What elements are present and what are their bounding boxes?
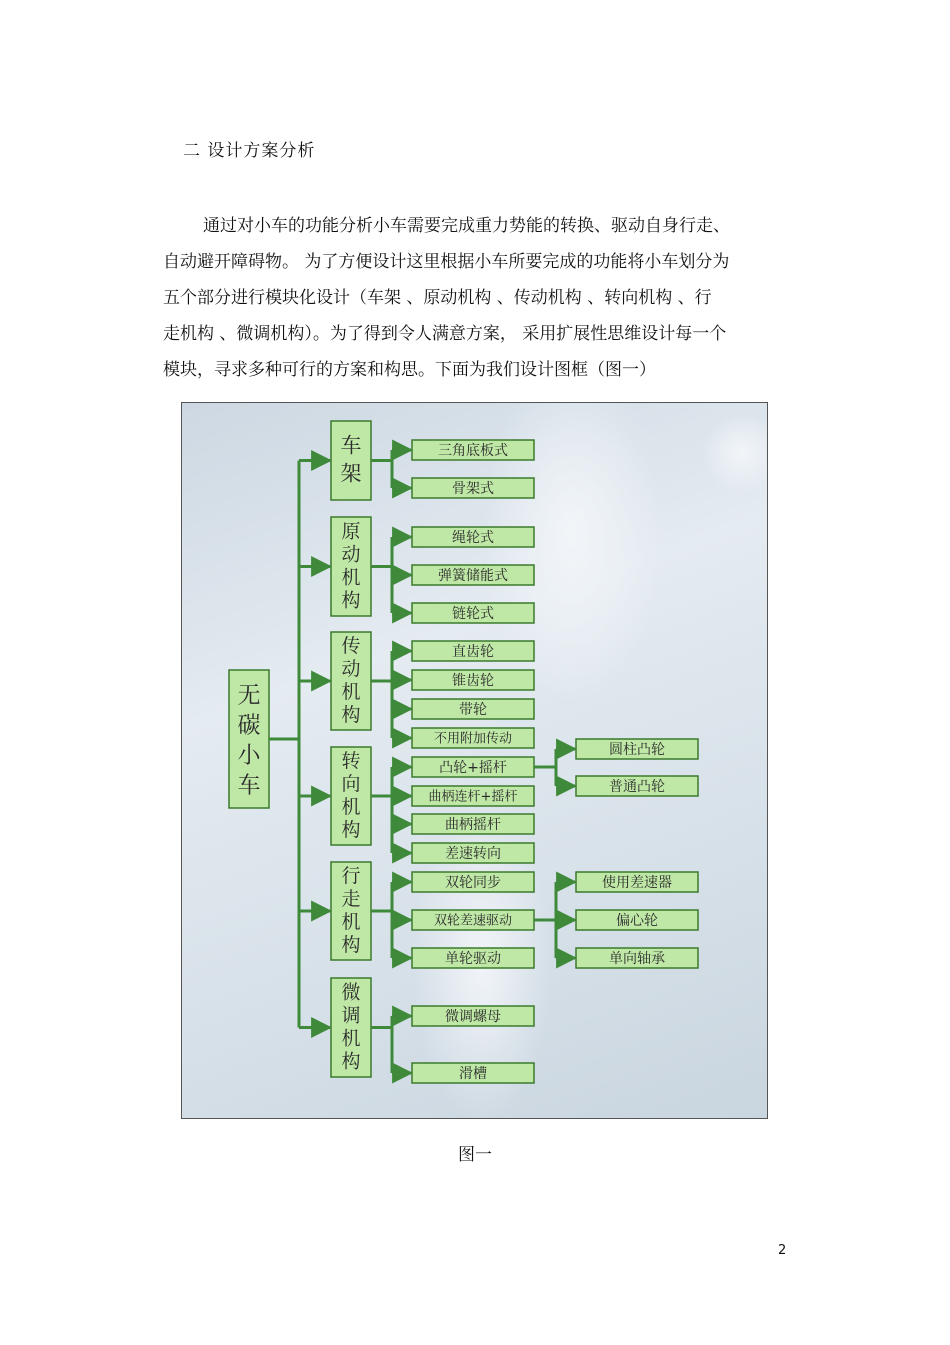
option-node xyxy=(412,948,534,968)
option-node xyxy=(412,872,534,892)
root-node-char: 无 xyxy=(237,682,261,709)
sub-option-node xyxy=(576,776,698,796)
module-node-char: 微 xyxy=(341,981,361,1004)
module-node-char: 构 xyxy=(341,704,361,726)
option-node-label: 绳轮式 xyxy=(452,530,494,546)
figure-caption: 图一 xyxy=(458,1145,492,1165)
intro-paragraph xyxy=(163,208,803,388)
module-node-char: 转 xyxy=(341,750,361,772)
module-node-char: 动 xyxy=(341,658,361,680)
design-diagram-figure xyxy=(181,402,768,1119)
sub-option-node-label: 偏心轮 xyxy=(616,913,658,929)
option-node xyxy=(412,565,534,585)
option-node xyxy=(412,670,534,690)
option-node xyxy=(412,527,534,547)
module-node-char: 构 xyxy=(341,1050,361,1073)
module-node-char: 传 xyxy=(341,635,361,657)
module-node xyxy=(331,747,371,845)
module-node-char: 车 xyxy=(340,433,362,458)
option-node-label: 锥齿轮 xyxy=(452,673,494,689)
module-node-char: 机 xyxy=(341,796,361,818)
option-node-label: 曲柄摇杆 xyxy=(445,817,501,833)
root-node-char: 车 xyxy=(237,772,261,799)
option-node-label: 微调螺母 xyxy=(445,1009,501,1025)
module-node-char: 机 xyxy=(341,566,361,589)
module-node-char: 动 xyxy=(341,543,361,566)
option-node xyxy=(412,910,534,930)
module-node xyxy=(331,632,371,730)
option-node xyxy=(412,699,534,719)
module-node-char: 走 xyxy=(341,888,361,910)
module-node-char: 架 xyxy=(340,461,362,486)
sub-option-node-label: 单向轴承 xyxy=(609,951,665,967)
module-node xyxy=(331,978,371,1077)
paragraph-line: 走机构 、微调机构）。为了得到令人满意方案， 采用扩展性思维设计每一个 xyxy=(163,324,727,344)
option-node-label: 差速转向 xyxy=(445,846,501,862)
sub-option-node-label: 圆柱凸轮 xyxy=(609,742,665,758)
option-node xyxy=(412,786,534,806)
sub-option-node xyxy=(576,948,698,968)
module-node-char: 构 xyxy=(341,589,361,612)
sub-option-node-label: 使用差速器 xyxy=(602,875,672,891)
option-node xyxy=(412,641,534,661)
module-node-char: 行 xyxy=(341,865,361,887)
root-node xyxy=(229,670,269,808)
option-node-label: 链轮式 xyxy=(452,606,494,622)
module-node xyxy=(331,517,371,616)
option-node-label: 单轮驱动 xyxy=(445,951,501,967)
option-node-label: 骨架式 xyxy=(452,481,494,497)
option-node-label: 凸轮+摇杆 xyxy=(439,760,507,776)
paragraph-line: 五个部分进行模块化设计（车架 、原动机构 、传动机构 、转向机构 、行 xyxy=(163,288,712,308)
design-tree-diagram xyxy=(182,403,768,1119)
module-node-char: 机 xyxy=(341,1027,361,1050)
module-node-char: 机 xyxy=(341,911,361,933)
module-node xyxy=(331,421,371,500)
option-node-label: 滑槽 xyxy=(459,1066,487,1082)
option-node-label: 曲柄连杆+摇杆 xyxy=(428,789,518,805)
option-node-label: 双轮同步 xyxy=(445,875,501,891)
section-heading: 二 设计方案分析 xyxy=(183,141,316,161)
sub-option-node xyxy=(576,910,698,930)
option-node xyxy=(412,603,534,623)
option-node xyxy=(412,814,534,834)
module-node-char: 机 xyxy=(341,681,361,703)
module-node-char: 构 xyxy=(341,934,361,956)
option-node-label: 不用附加传动 xyxy=(433,731,513,747)
option-node xyxy=(412,843,534,863)
option-node xyxy=(412,440,534,460)
sub-option-node xyxy=(576,872,698,892)
module-node xyxy=(331,862,371,960)
option-node-label: 三角底板式 xyxy=(438,443,508,459)
paragraph-line: 通过对小车的功能分析小车需要完成重力势能的转换、驱动自身行走、 xyxy=(203,216,730,236)
root-node-char: 小 xyxy=(237,742,261,769)
page-number: 2 xyxy=(778,1243,787,1258)
option-node xyxy=(412,1063,534,1083)
background-decoration xyxy=(702,413,768,493)
option-node xyxy=(412,1006,534,1026)
sub-option-node-label: 普通凸轮 xyxy=(609,779,665,795)
option-node-label: 带轮 xyxy=(459,702,487,718)
module-node-char: 原 xyxy=(341,520,361,543)
module-node-char: 向 xyxy=(341,773,361,795)
option-node-label: 直齿轮 xyxy=(452,644,494,660)
paragraph-line: 模块，寻求多种可行的方案和构思。下面为我们设计图框（图一） xyxy=(163,360,656,380)
option-node xyxy=(412,478,534,498)
paragraph-line: 自动避开障碍物。 为了方便设计这里根据小车所要完成的功能将小车划分为 xyxy=(163,252,730,272)
option-node-label: 双轮差速驱动 xyxy=(433,913,513,929)
module-node-char: 构 xyxy=(341,819,361,841)
root-node-char: 碳 xyxy=(237,712,261,739)
module-node-char: 调 xyxy=(341,1004,361,1027)
sub-option-node xyxy=(576,739,698,759)
option-node xyxy=(412,728,534,748)
option-node-label: 弹簧储能式 xyxy=(438,568,508,584)
option-node xyxy=(412,757,534,777)
